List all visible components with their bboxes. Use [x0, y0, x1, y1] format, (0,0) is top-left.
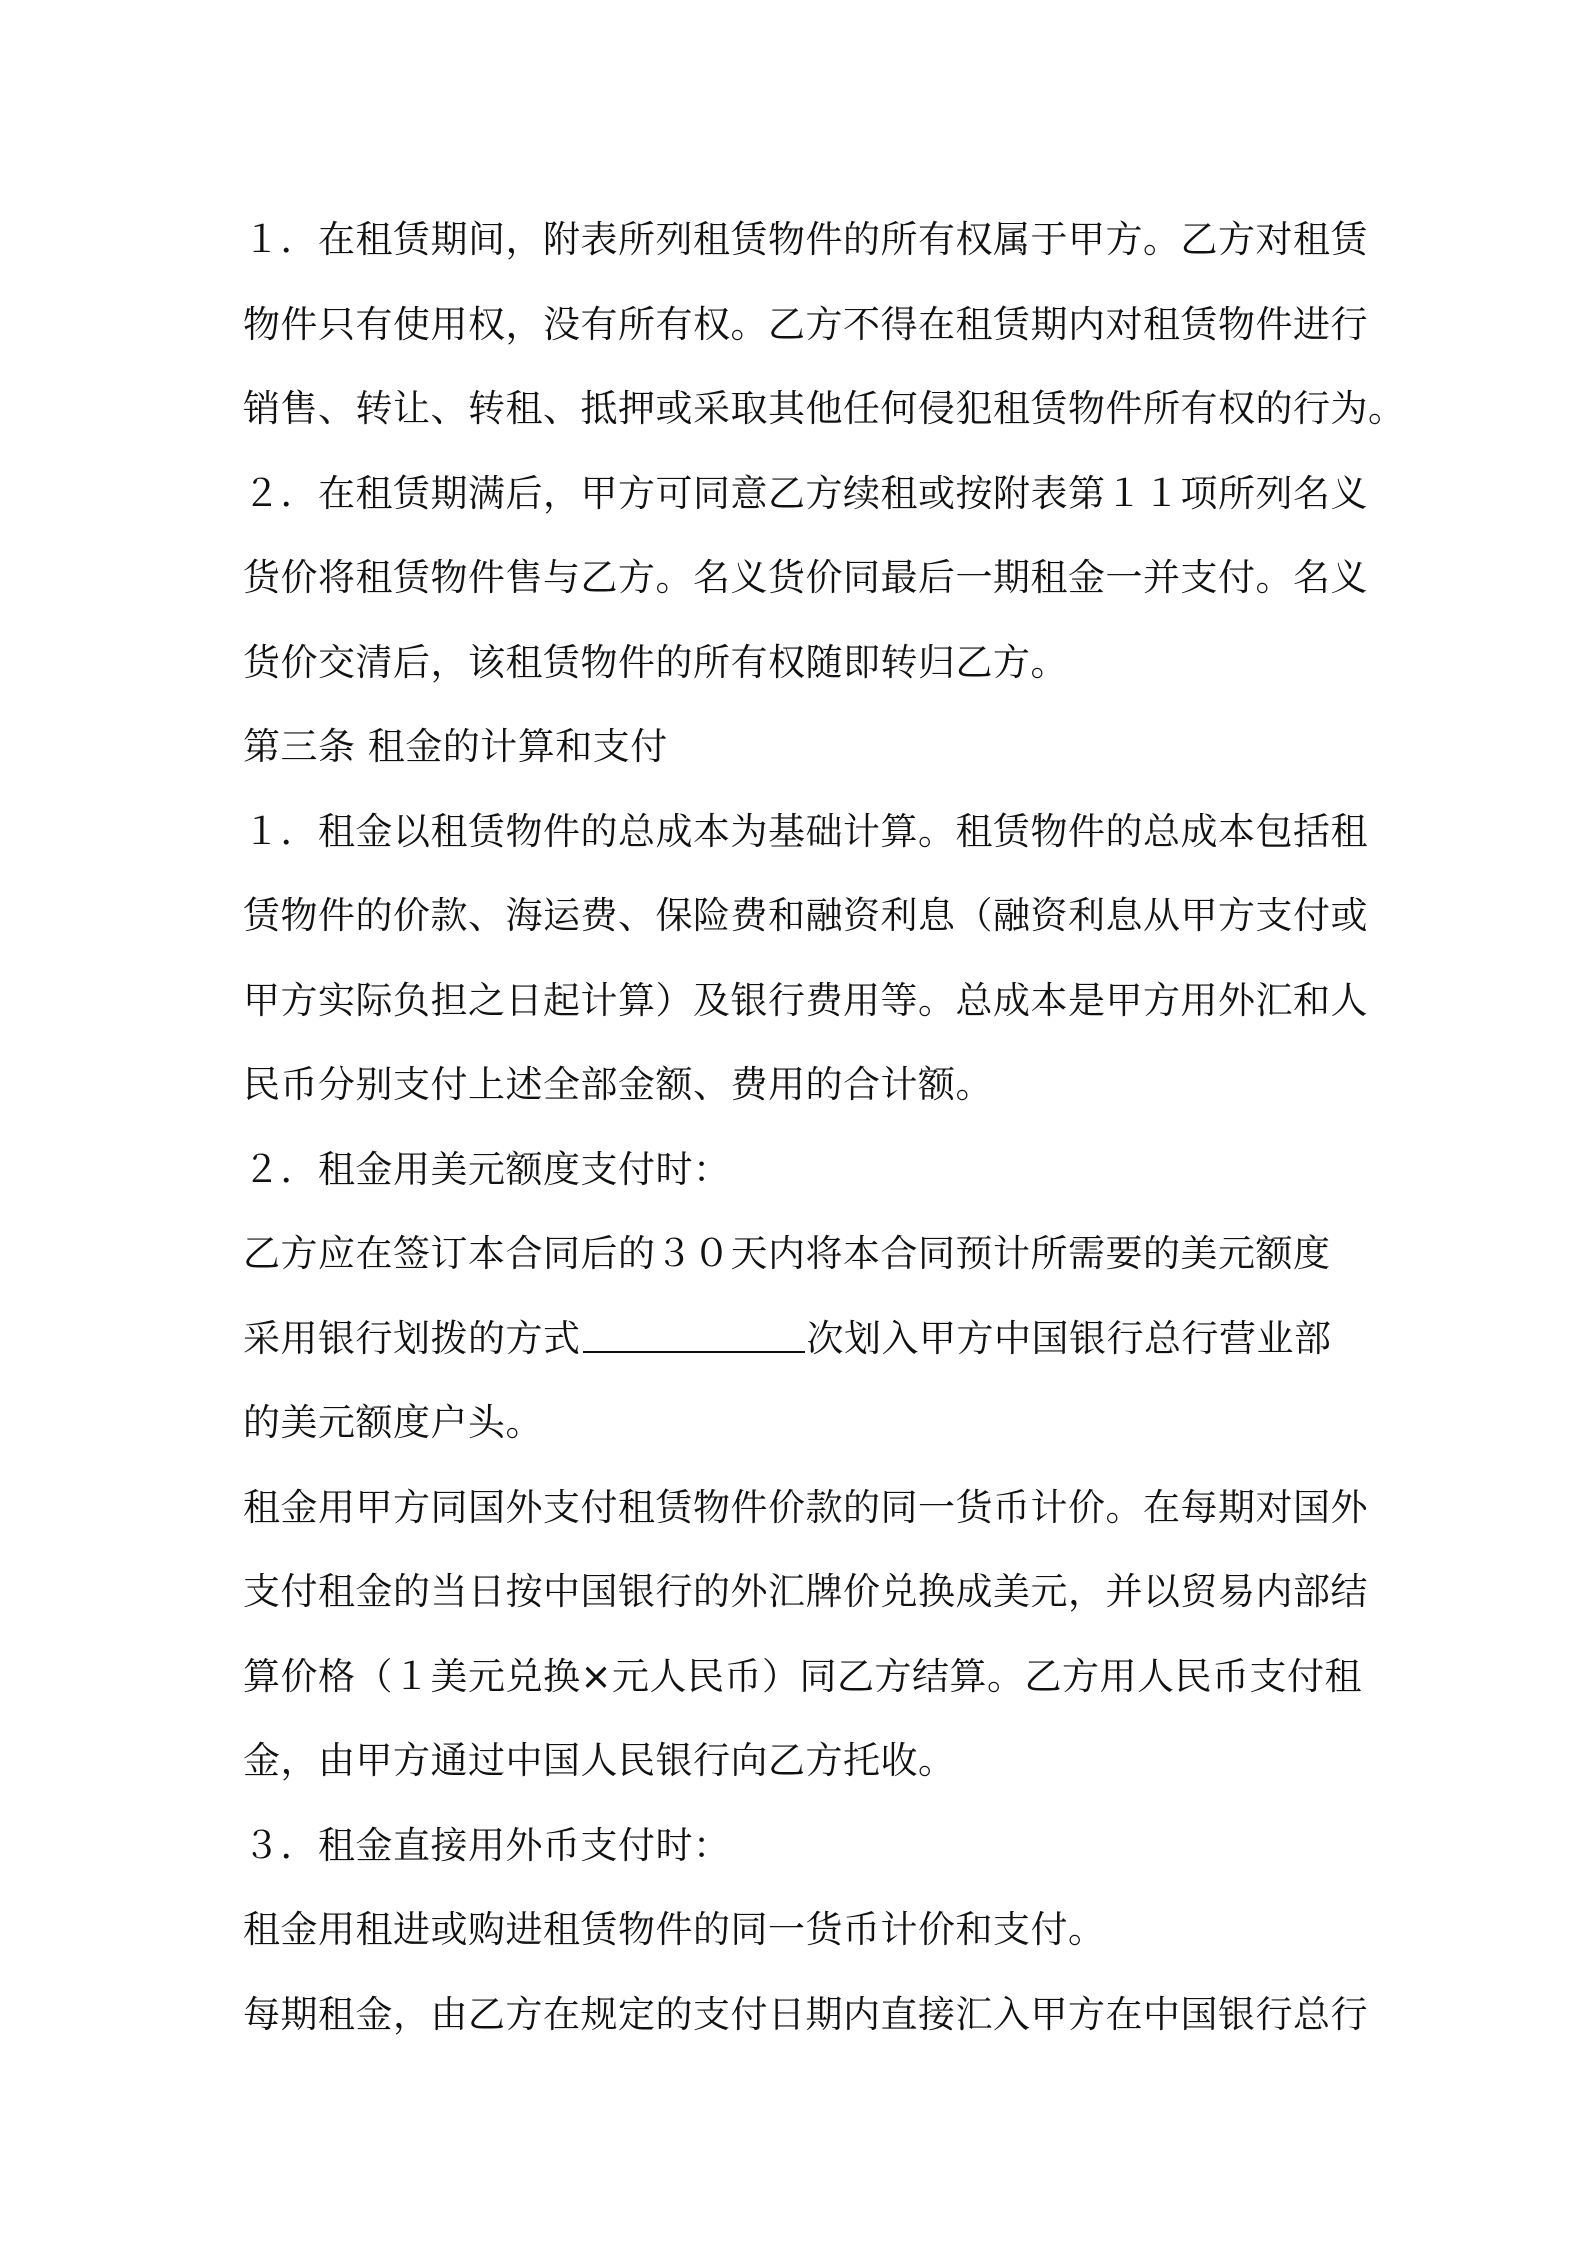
- text-line-13: 乙方应在签订本合同后的３０天内将本合同预计所需要的美元额度: [243, 1232, 1331, 1275]
- blank-line-before: 采用银行划拨的方式: [243, 1316, 581, 1360]
- text-line-blank: [243, 1297, 1358, 1382]
- text-line-1: １．在租赁期间，附表所列租赁物件的所有权属于甲方。乙方对租赁: [243, 218, 1368, 261]
- text-line-9: 赁物件的价款、海运费、保险费和融资利息（融资利息从甲方支付或: [243, 894, 1368, 937]
- text-line-6: 货价交清后，该租赁物件的所有权随即转归乙方。: [243, 640, 1068, 684]
- text-line-8: １．租金以租赁物件的总成本为基础计算。租赁物件的总成本包括租: [243, 809, 1368, 853]
- text-line-19: 金，由甲方通过中国人民银行向乙方托收。: [243, 1739, 956, 1782]
- text-line-17: 支付租金的当日按中国银行的外汇牌价兑换成美元，并以贸易内部结: [243, 1570, 1368, 1613]
- fill-in-blank[interactable]: [583, 1351, 805, 1353]
- text-line-12: ２．租金用美元额度支付时：: [243, 1147, 731, 1191]
- text-line-15: 的美元额度户头。: [243, 1401, 543, 1444]
- text-line-16: 租金用甲方同国外支付租赁物件价款的同一货币计价。在每期对国外: [243, 1485, 1368, 1529]
- text-line-3: 销售、转让、转租、抵押或采取其他任何侵犯租赁物件所有权的行为。: [243, 387, 1406, 430]
- blank-line-after: 次划入甲方中国银行总行营业部: [806, 1316, 1332, 1360]
- section-heading: 第三条 租金的计算和支付: [243, 725, 668, 768]
- text-line-18: 算价格（１美元兑换×元人民币）同乙方结算。乙方用人民币支付租: [243, 1654, 1363, 1698]
- text-line-10: 甲方实际负担之日起计算）及银行费用等。总成本是甲方用外汇和人: [243, 978, 1368, 1022]
- text-line-2: 物件只有使用权，没有所有权。乙方不得在租赁期内对租赁物件进行: [243, 302, 1368, 346]
- text-line-5: 货价将租赁物件售与乙方。名义货价同最后一期租金一并支付。名义: [243, 556, 1368, 599]
- text-line-22: 每期租金，由乙方在规定的支付日期内直接汇入甲方在中国银行总行: [243, 1992, 1368, 2036]
- text-line-21: 租金用租进或购进租赁物件的同一货币计价和支付。: [243, 1908, 1106, 1951]
- text-line-20: ３．租金直接用外币支付时：: [243, 1823, 731, 1867]
- text-line-4: ２．在租赁期满后，甲方可同意乙方续租或按附表第１１项所列名义: [243, 471, 1368, 515]
- document-page: [243, 198, 1406, 2057]
- text-line-11: 民币分别支付上述全部金额、费用的合计额。: [243, 1063, 993, 1106]
